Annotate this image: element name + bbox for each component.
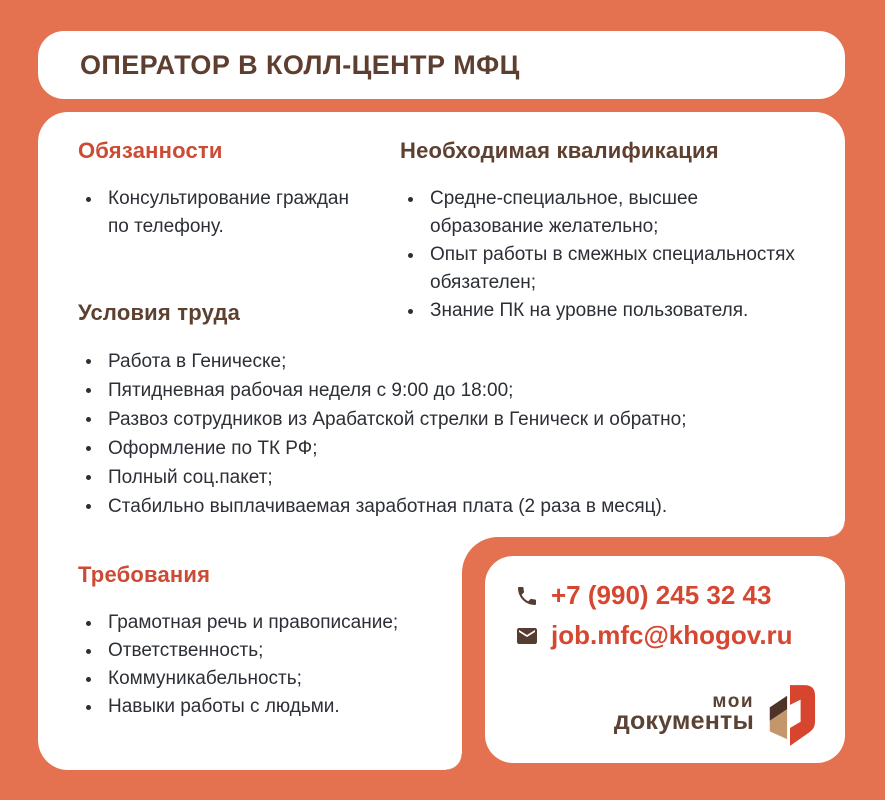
logo-word-moi: мои <box>712 691 754 712</box>
list-item: Знание ПК на уровне пользователя. <box>400 297 812 325</box>
list-item: Полный соц.пакет; <box>78 463 778 492</box>
title-card <box>38 31 845 99</box>
phone-number: +7 (990) 245 32 43 <box>551 580 772 610</box>
list-item: Навыки работы с людьми. <box>78 693 458 721</box>
email-row <box>515 620 845 651</box>
contact-card <box>485 556 845 763</box>
list-item: Работа в Геническе; <box>78 347 778 376</box>
rounded-corner-patch <box>829 521 845 537</box>
requirements-list <box>78 609 458 721</box>
conditions-list <box>78 347 778 521</box>
section-conditions <box>78 300 778 521</box>
list-item: Развоз сотрудников из Арабатской стрелки в Геническ и обратно; <box>78 405 778 434</box>
logo-wordmark <box>613 691 754 735</box>
email-address: job.mfc@khogov.ru <box>551 620 793 650</box>
phone-handset-icon <box>515 584 539 608</box>
list-item: Коммуникабельность; <box>78 665 458 693</box>
requirements-heading: Требования <box>78 562 211 587</box>
my-documents-logo <box>614 683 817 749</box>
my-documents-shield-icon <box>763 683 817 749</box>
duties-heading: Обязанности <box>78 138 223 163</box>
list-item: Консультирование граждан по телефону. <box>78 185 358 241</box>
logo-word-dokumenty: документы <box>613 707 754 735</box>
conditions-heading: Условия труда <box>78 300 241 325</box>
phone-row <box>515 580 845 611</box>
page-title: ОПЕРАТОР В КОЛЛ-ЦЕНТР МФЦ <box>80 50 520 80</box>
envelope-icon <box>515 624 539 648</box>
list-item: Опыт работы в смежных специальностях обязателен; <box>400 241 812 297</box>
list-item: Пятидневная рабочая неделя с 9:00 до 18:00; <box>78 376 778 405</box>
list-item: Ответственность; <box>78 637 458 665</box>
section-requirements <box>78 562 458 721</box>
section-duties <box>78 138 358 241</box>
qualification-heading: Необходимая квалификация <box>400 138 719 163</box>
duties-list <box>78 185 358 241</box>
section-qualification <box>400 138 812 325</box>
list-item: Стабильно выплачиваемая заработная плата (2 раза в месяц). <box>78 492 778 521</box>
list-item: Оформление по ТК РФ; <box>78 434 778 463</box>
rounded-corner-patch <box>446 754 462 770</box>
list-item: Средне-специальное, высшее образование желательно; <box>400 185 812 241</box>
list-item: Грамотная речь и правописание; <box>78 609 458 637</box>
